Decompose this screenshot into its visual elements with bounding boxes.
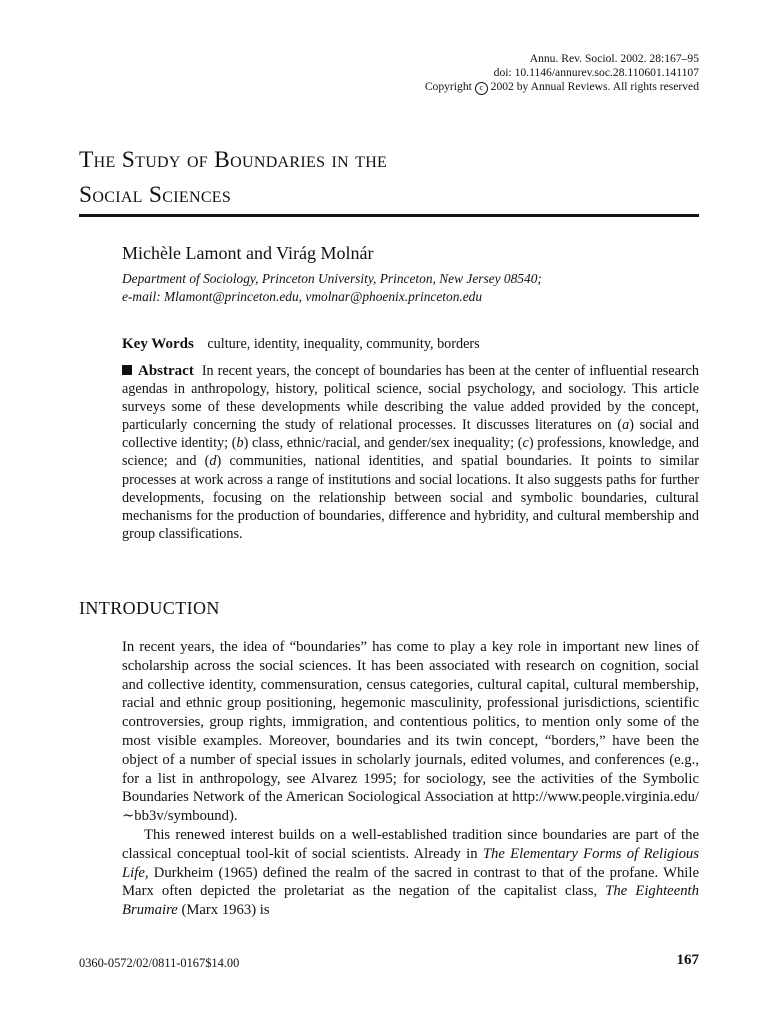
title-line-1: The Study of Boundaries in the [79, 147, 388, 173]
abstract-square-icon [122, 365, 132, 375]
abstract-text-5: ) communities, national identities, and spatial boundaries. It points to similar processes at work across a range of institutions and social locations. It also suggests paths for further developments, focusing on the relationship between social and symbolic boundaries, cultural mechanisms for the production of boundaries, difference and hybridity, and cultural membership and group classifications. [122, 453, 699, 542]
keywords-value: culture, identity, inequality, community, borders [207, 336, 480, 352]
title-line-2: Social Sciences [79, 182, 232, 208]
abstract-text-2: ) social and collective identity; ( [122, 417, 699, 452]
paragraph-1: In recent years, the idea of “boundaries” has come to play a key role in important new lines of scholarship across the social sciences. It has been associated with research on cognition, social and collective identity, commensuration, census categories, cultural capital, cultural membership, racial and ethnic group positioning, hegemonic masculinity, professional jurisdictions, scientific controversies, group rights, immigration, and contentious politics, to mention only some of the most visible examples. Moreover, boundaries and its twin concept, “borders,” have been the object of a number of special issues in scholarly journals, edited volumes, and conferences (e.g., for a list in anthropology, see Alvarez 1995; for sociology, see the activities of the Symbolic Boundaries Network of the American Sociological Association at http://www.people.virginia.edu/∼bb3v/symbound). [122, 639, 699, 825]
title-rule [79, 214, 699, 217]
journal-citation: Annu. Rev. Sociol. 2002. 28:167–95 [529, 52, 699, 65]
author-affiliation [122, 270, 702, 306]
copyright-rest: 2002 by Annual Reviews. All rights reserved [490, 80, 699, 93]
paragraph-2-text-3: (Marx 1963) is [177, 902, 270, 919]
page-number: 167 [676, 952, 699, 968]
copyright-icon: c [475, 82, 488, 95]
abstract-item-c: c [522, 435, 529, 452]
journal-header [425, 52, 699, 95]
book-title-elementary-forms: The Elementary Forms of Religious Life [122, 845, 699, 881]
article-title [79, 143, 699, 213]
author-names: Michèle Lamont and Virág Molnár [122, 243, 374, 263]
journal-copyright [425, 80, 699, 95]
keywords-label: Key Words [122, 336, 194, 352]
book-title-eighteenth-brumaire: The Eighteenth Brumaire [122, 883, 699, 919]
abstract-item-d: d [209, 453, 217, 470]
section-heading-introduction: INTRODUCTION [79, 598, 220, 618]
abstract-text-3: ) class, ethnic/racial, and gender/sex inequality; ( [243, 435, 523, 452]
affiliation-email: e-mail: Mlamont@princeton.edu, vmolnar@phoenix.princeton.edu [122, 289, 483, 304]
footer-code: 0360-0572/02/0811-0167$14.00 [79, 956, 240, 970]
abstract [122, 362, 699, 543]
abstract-item-b: b [236, 435, 244, 452]
abstract-item-a: a [622, 417, 630, 434]
journal-doi: doi: 10.1146/annurev.soc.28.110601.141107 [493, 66, 699, 79]
abstract-text-4: ) professions, knowledge, and science; and ( [122, 435, 700, 470]
abstract-label: Abstract [138, 363, 194, 379]
abstract-text-1: In recent years, the concept of boundaries has been at the center of influential research agendas in anthropology, history, political science, social psychology, and sociology. This article surveys some of these developments while describing the value added provided by the concept, particularly concerning the study of relational processes. It discusses literatures on ( [122, 363, 699, 434]
introduction-body [122, 638, 699, 920]
paragraph-2-text-2: , Durkheim (1965) defined the realm of the sacred in contrast to that of the profane. While Marx often depicted the proletariat as the negation of the capitalist class, [122, 864, 699, 900]
affiliation-department: Department of Sociology, Princeton University, Princeton, New Jersey 08540; [122, 271, 542, 286]
keywords [122, 336, 480, 353]
paragraph-2 [122, 826, 699, 920]
paragraph-2-text-1: This renewed interest builds on a well-established tradition since boundaries are part of the classical conceptual tool-kit of social scientists. Already in [122, 826, 699, 862]
copyright-prefix: Copyright [424, 80, 472, 93]
